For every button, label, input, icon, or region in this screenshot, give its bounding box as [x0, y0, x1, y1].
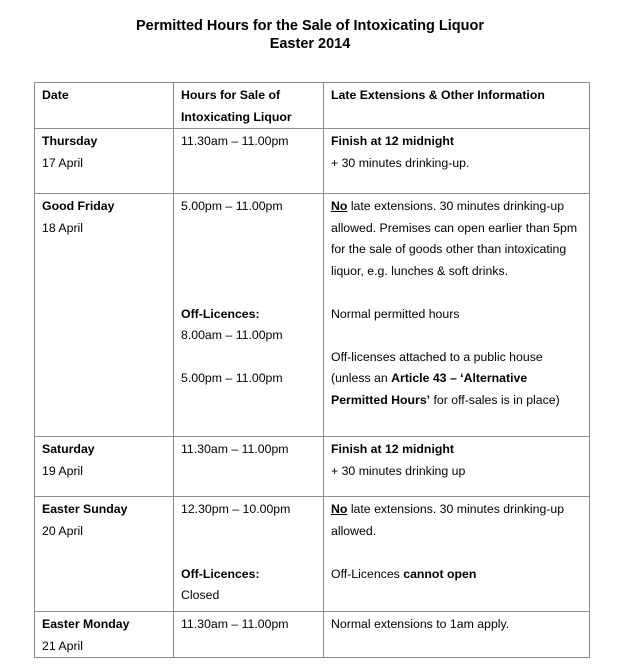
header-date — [35, 83, 174, 129]
table-header-row — [35, 83, 590, 129]
day-date: 21 April — [42, 638, 84, 653]
hours-cell — [174, 612, 324, 658]
info-text: Normal extensions to 1am apply. — [331, 617, 510, 631]
header-info-label: Late Extensions & Other Information — [331, 88, 545, 102]
hours-value: 12.30pm – 10.00pm — [181, 502, 291, 516]
day-name: Good Friday — [42, 199, 115, 213]
info-text: + 30 minutes drinking-up. — [331, 155, 470, 170]
info-bold: Finish at 12 midnight — [331, 134, 454, 148]
hours-cell — [174, 194, 324, 437]
day-name: Thursday — [42, 134, 98, 148]
title-line-1: Permitted Hours for the Sale of Intoxicating Liquor — [135, 18, 485, 34]
info-cell — [324, 194, 590, 437]
date-cell — [35, 612, 174, 658]
day-name: Easter Sunday — [42, 502, 128, 516]
no-emphasis: No — [331, 199, 348, 213]
date-cell — [35, 129, 174, 194]
info-text: + 30 minutes drinking up — [331, 463, 466, 478]
header-hours-line-1: Hours for Sale of — [181, 88, 281, 102]
table-row — [35, 194, 590, 437]
info-text: for the sale of goods other than intoxicating — [331, 242, 567, 256]
day-date: 19 April — [42, 463, 84, 478]
off-licences-hours: Closed — [181, 588, 220, 602]
article-43-reference: Permitted Hours’ — [331, 392, 431, 407]
article-43-reference: Article 43 – ‘Alternative — [391, 371, 528, 385]
no-emphasis: No — [331, 502, 348, 516]
date-cell — [35, 497, 174, 612]
header-date-label: Date — [42, 88, 69, 102]
off-licences-hours: 8.00am – 11.00pm — [181, 328, 283, 342]
hours-value: 11.30am – 11.00pm — [181, 134, 289, 148]
info-cell — [324, 612, 590, 658]
info-text: Off-Licences — [331, 566, 404, 581]
off-licences-label: Off-Licences: — [181, 566, 260, 581]
day-name: Saturday — [42, 442, 95, 456]
hours-cell — [174, 129, 324, 194]
info-text: late extensions. 30 minutes drinking-up — [347, 502, 565, 516]
header-hours — [174, 83, 324, 129]
info-text: late extensions. 30 minutes drinking-up — [347, 199, 565, 213]
off-licences-info: Normal permitted hours — [331, 306, 460, 321]
off-licences-label: Off-Licences: — [181, 306, 260, 321]
header-hours-line-2: Intoxicating Liquor — [181, 109, 292, 124]
document-title — [0, 17, 620, 53]
info-bold: cannot open — [403, 566, 477, 581]
hours-cell — [174, 437, 324, 497]
header-info — [324, 83, 590, 129]
info-text: allowed. — [331, 523, 377, 538]
date-cell — [35, 437, 174, 497]
permitted-hours-table — [34, 82, 590, 658]
table-row — [35, 129, 590, 194]
info-text: for off-sales is in place) — [430, 392, 560, 407]
info-text: (unless an — [331, 371, 392, 385]
info-bold: Finish at 12 midnight — [331, 442, 454, 456]
info-cell — [324, 129, 590, 194]
info-text: liquor, e.g. lunches & soft drinks. — [331, 263, 509, 278]
table-row — [35, 497, 590, 612]
hours-value: 11.30am – 11.00pm — [181, 617, 289, 631]
table-row — [35, 437, 590, 497]
day-date: 18 April — [42, 220, 84, 235]
day-date: 17 April — [42, 155, 84, 170]
info-text: allowed. Premises can open earlier than 5pm — [331, 220, 578, 235]
info-cell — [324, 497, 590, 612]
hours-value: 5.00pm – 11.00pm — [181, 199, 283, 213]
hours-value: 11.30am – 11.00pm — [181, 442, 289, 456]
title-line-2: Easter 2014 — [269, 36, 351, 52]
info-cell — [324, 437, 590, 497]
day-date: 20 April — [42, 523, 84, 538]
table-row — [35, 612, 590, 658]
day-name: Easter Monday — [42, 617, 130, 631]
hours-cell — [174, 497, 324, 612]
off-licences-info: Off-licenses attached to a public house — [331, 349, 543, 364]
off-licences-hours-pub: 5.00pm – 11.00pm — [181, 371, 283, 385]
date-cell — [35, 194, 174, 437]
